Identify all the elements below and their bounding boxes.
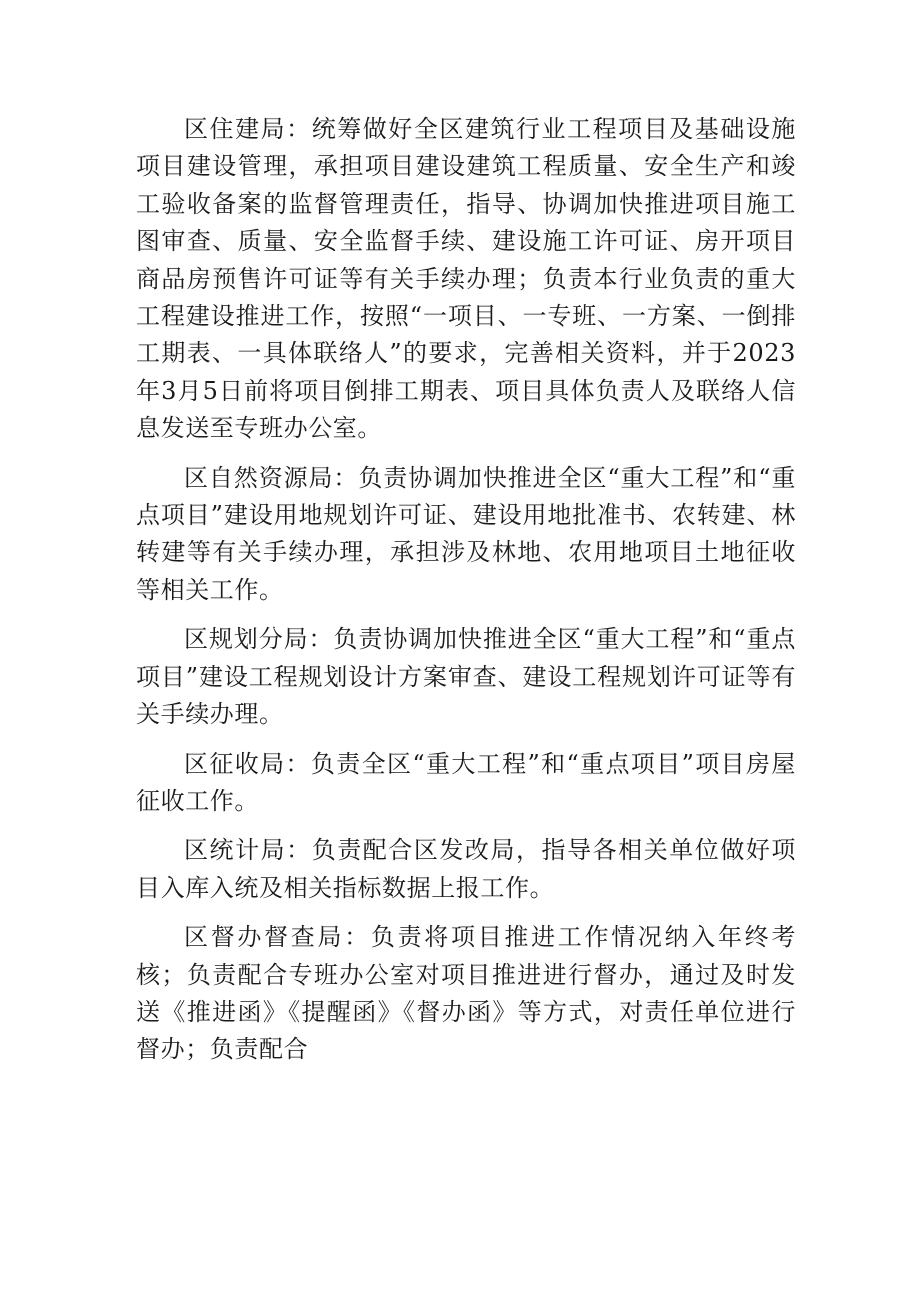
paragraph-natural-resources-bureau: 区自然资源局：负责协调加快推进全区“重大工程”和“重点项目”建设用地规划许可证、建设用地批准书、农转建、林转建等有关手续办理，承担涉及林地、农用地项目土地征收等相关工作。 [136,463,796,604]
paragraph-supervision-bureau: 区督办督查局：负责将项目推进工作情况纳入年终考核；负责配合专班办公室对项目推进进行督办，通过及时发送《推进函》《提醒函》《督办函》等方式，对责任单位进行督办；负责配合 [136,923,796,1064]
paragraph-statistics-bureau: 区统计局：负责配合区发改局，指导各相关单位做好项目入库入统及相关指标数据上报工作。 [136,836,796,902]
paragraph-planning-branch: 区规划分局：负责协调加快推进全区“重大工程”和“重点项目”建设工程规划设计方案审查、建设工程规划许可证等有关手续办理。 [136,625,796,729]
paragraph-housing-bureau: 区住建局：统筹做好全区建筑行业工程项目及基础设施项目建设管理，承担项目建设建筑工程质量、安全生产和竣工验收备案的监督管理责任，指导、协调加快推进项目施工图审查、质量、安全监督手续、建设施工许可证、房开项目商品房预售许可证等有关手续办理；负责本行业负责的重大工程建设推进工作，按照“一项目、一专班、一方案、一倒排工期表、一具体联络人”的要求，完善相关资料，并于2023年3月5日前将项目倒排工期表、项目具体负责人及联络人信息发送至专班办公室。 [136,115,796,443]
document-body [136,111,796,1081]
paragraph-expropriation-bureau: 区征收局：负责全区“重大工程”和“重点项目”项目房屋征收工作。 [136,749,796,815]
